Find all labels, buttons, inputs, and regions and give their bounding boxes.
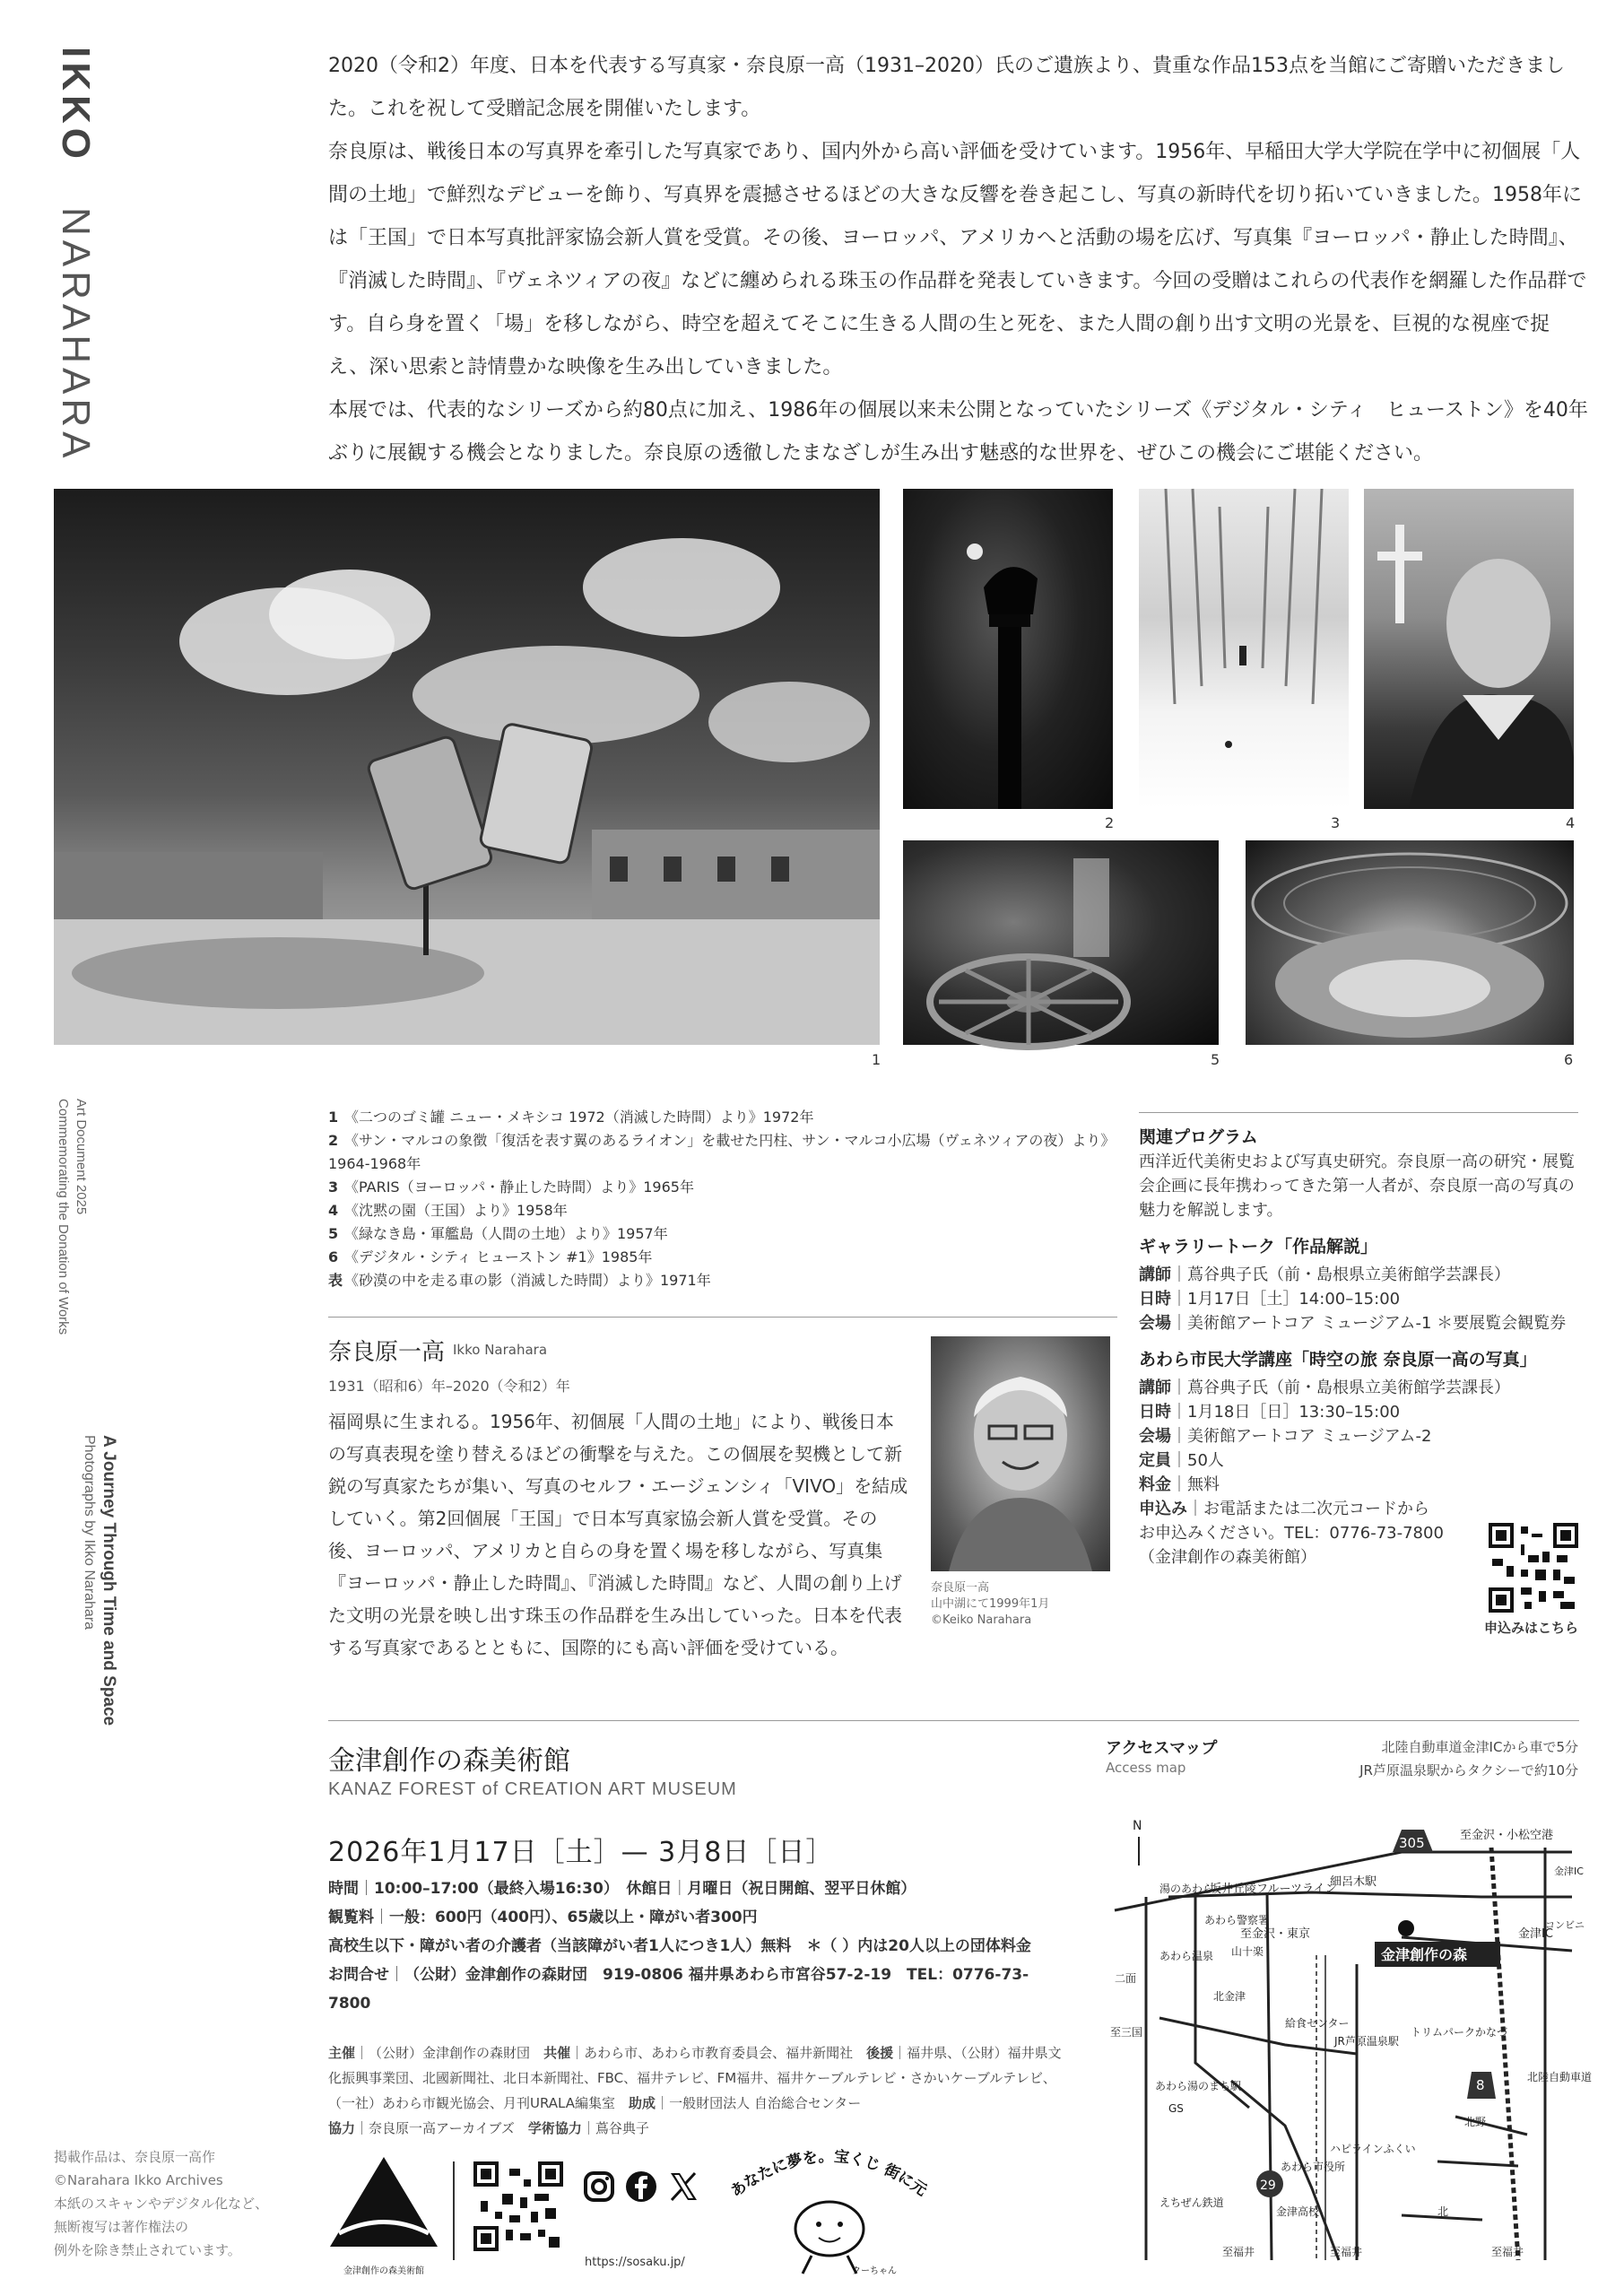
application-qr-code[interactable]	[1489, 1523, 1578, 1613]
lecture-title: あわら市民大学講座「時空の旅 奈良原一高の写真」	[1139, 1350, 1537, 1370]
svg-text:至金沢・東京: 至金沢・東京	[1240, 1927, 1311, 1941]
divider	[1139, 1112, 1578, 1113]
svg-text:あわら湯のまち駅: あわら湯のまち駅	[1155, 2080, 1242, 2092]
photo-captions	[328, 1106, 1117, 1292]
photo-3-snowy-avenue	[1139, 489, 1349, 809]
route-305-label: 305	[1399, 1835, 1425, 1851]
svg-text:あわら温泉: あわら温泉	[1159, 1950, 1214, 1962]
website-qr-code[interactable]	[473, 2161, 563, 2251]
exhibition-dates: 2026年1月17日［土］— 3月8日［日］	[328, 1837, 834, 1868]
photo-number-6: 6	[1564, 1051, 1574, 1068]
related-program: 関連プログラム 西洋近代美術史および写真史研究。奈良原一高の研究・展覧会企画に長年携わってきた第一人者が、奈良原一高の写真の魅力を解説します。 ギャラリートーク「作品解説」 講師｜蔦谷典子氏（前・島根県立美術館学芸課長） 日時｜1月17日［土］14:00–15:00 会場｜美術館アートコア ミュージアム-1 ＊要展覧会観覧券 あわら市民大学講座「時空の旅 奈良原一高の写真」 講師｜蔦谷典子氏（前・島根県立美術館学芸課長） 日時｜1月18日［日］13:30–15:00 会場｜美術館アートコア ミュージアム-2 定員｜50人 料金｜無料 申込み｜お電話または二次元コードから お申込みください。TEL：0776-73-7800 （金津創作の森美術館）	[1139, 1126, 1578, 1570]
caption-item: 表 《砂漠の中を走る車の影（消滅した時間）より》1971年	[328, 1272, 711, 1289]
route-8-label: 8	[1476, 2077, 1485, 2093]
intro-paragraph-1: 2020（令和2）年度、日本を代表する写真家・奈良原一高（1931–2020）氏のご遺族より、貴重な作品153点を当館にご寄贈いただきました。これを祝して受贈記念展を開催いたします。	[328, 55, 1565, 120]
divider	[328, 1720, 1579, 1721]
photo-number-5: 5	[1211, 1051, 1220, 1068]
bio-name-en: Ikko Narahara	[453, 1342, 548, 1358]
photo-5-wheel-tunnel	[903, 840, 1219, 1045]
svg-text:北: 北	[1437, 2205, 1449, 2218]
svg-text:ハピラインふくい: ハピラインふくい	[1330, 2143, 1416, 2155]
svg-text:あわら市役所: あわら市役所	[1281, 2161, 1346, 2173]
x-twitter-icon[interactable]	[667, 2170, 699, 2203]
photo-number-2: 2	[1105, 814, 1115, 831]
museum-location-marker	[1398, 1920, 1414, 1936]
photo-1-trash-cans	[54, 489, 880, 1045]
caption-item: 2 《サン・マルコの象徴「復活を表す翼のあるライオン」を載せた円柱、サン・マルコ小広場（ヴェネツィアの夜）より》1964-1968年	[328, 1132, 1116, 1172]
svg-text:至福井: 至福井	[1222, 2246, 1255, 2258]
route-29-label: 29	[1260, 2179, 1276, 2193]
photo-6-stadium	[1246, 840, 1574, 1045]
divider	[328, 1317, 1117, 1318]
museum-map-label: 金津創作の森	[1381, 1946, 1468, 1963]
intro-text	[328, 45, 1588, 475]
access-notes: 北陸自動車道金津ICから車で5分 JR芦原温泉駅からタクシーで約10分	[1359, 1739, 1578, 1779]
museum-name-en: KANAZ FOREST of CREATION ART MUSEUM	[328, 1779, 737, 1799]
svg-text:GS: GS	[1168, 2102, 1184, 2115]
svg-text:あなたに夢を。宝くじ 街に元気を。: あなたに夢を。宝くじ 街に元	[727, 2147, 931, 2201]
svg-text:細呂木駅: 細呂木駅	[1330, 1875, 1377, 1889]
svg-text:金津高校: 金津高校	[1276, 2205, 1320, 2218]
copyright-note: 掲載作品は、奈良原一高作 ©Narahara Ikko Archives 本紙のスキャンやデジタル化など、 無断複写は著作権法の 例外を除き禁止されています。	[54, 2149, 269, 2258]
museum-logo: 金津創作の森美術館	[330, 2157, 438, 2274]
svg-text:トリムパークかなづ: トリムパークかなづ	[1411, 2026, 1508, 2039]
museum-name: 金津創作の森美術館	[328, 1745, 570, 1777]
access-map-title: アクセスマップ	[1106, 1739, 1218, 1758]
intro-paragraph-3: 本展では、代表的なシリーズから約80点に加え、1986年の個展以来未公開となっていたシリーズ《デジタル・シティ ヒューストン》を40年ぶりに展観する機会となりました。奈良原の透徹したまなざしが生み出す魅惑的な世界を、ぜひこの機会にご堪能ください。	[328, 399, 1588, 465]
museum-info: 時間｜10:00–17:00（最終入場16:30） 休館日｜月曜日（祝日開館、翌平日休館） 観覧料｜一般：600円（400円）、65歳以上・障がい者300円 高校生以下・障がい者の介護者（当該障がい者1人につき1人）無料 ＊（ ）内は20人以上の団体料金 お問合せ｜（公財）金津創作の森財団 919-0806 福井県あわら市宮谷57-2-19 TEL：0776-73-7800	[328, 1880, 1031, 2013]
bio-name: 奈良原一高	[328, 1339, 446, 1366]
photo-4-monk	[1364, 489, 1574, 809]
caption-item: 3 《PARIS（ヨーロッパ・静止した時間）より》1965年	[328, 1178, 694, 1196]
artist-name-vertical: IKKO NARAHARA	[54, 47, 98, 463]
exhibition-title-vertical: A Journey Through Time and Space Photographs by Ikko Narahara	[82, 1435, 118, 1726]
program-desc: 西洋近代美術史および写真史研究。奈良原一高の研究・展覧会企画に長年携わってきた第一人者が、奈良原一高の写真の魅力を解説します。	[1139, 1152, 1575, 1220]
north-arrow-label: N	[1133, 1819, 1142, 1833]
svg-text:コンビニ: コンビニ	[1545, 1919, 1585, 1931]
photo-2-lion-column	[903, 489, 1113, 809]
credits: 主催｜（公財）金津創作の森財団 共催｜あわら市、あわら市教育委員会、福井新聞社 後援｜福井県、（公財）福井県文化振興事業団、北國新聞社、北日本新聞社、FBC、福井テレビ、FM福井、福井ケーブルテレビ・さかいケーブルテレビ、（一社）あわら市観光協会、月刊URALA編集室 助成｜一般財団法人 自治総合センター 協力｜奈良原一高アーカイブズ 学術協力｜蔦谷典子	[328, 2045, 1062, 2136]
svg-text:北陸自動車道: 北陸自動車道	[1527, 2071, 1593, 2083]
bio-text: 福岡県に生まれる。1956年、初個展「人間の土地」により、戦後日本の写真表現を塗り替えるほどの衝撃を与えた。この個展を契機として新鋭の写真家たちが集い、写真のセルフ・エージェンシィ「VIVO」を結成していく。第2回個展「王国」で日本写真家協会新人賞を受賞。その後、ヨーロッパ、アメリカと自らの身を置く場を移しながら、写真集『ヨーロッパ・静止した時間』、『消滅した時間』など、人間の創り上げた文明の光景を映し出す珠玉の作品群を生み出していった。日本を代表する写真家であるとともに、国際的にも高い評価を受けている。	[328, 1411, 908, 1658]
svg-text:えちぜん鉄道: えちぜん鉄道	[1159, 2196, 1224, 2209]
gallery-talk-title: ギャラリートーク「作品解説」	[1139, 1237, 1378, 1257]
photo-number-3: 3	[1331, 814, 1341, 831]
svg-text:給食センター: 給食センター	[1285, 2017, 1350, 2030]
svg-text:北野: 北野	[1464, 2116, 1487, 2128]
svg-text:坂井丘陵フルーツライン: 坂井丘陵フルーツライン	[1210, 1883, 1337, 1896]
bio-dates: 1931（昭和6）年–2020（令和2）年	[328, 1378, 570, 1395]
svg-text:金津IC: 金津IC	[1518, 1927, 1553, 1941]
svg-text:JR芦原温泉駅: JR芦原温泉駅	[1334, 2035, 1399, 2048]
caption-item: 6 《デジタル・シティ ヒューストン #1》1985年	[328, 1248, 653, 1265]
takarakuji-mark	[717, 2135, 942, 2278]
svg-text:金津IC: 金津IC	[1554, 1866, 1584, 1877]
portrait-photo	[931, 1336, 1110, 1571]
svg-text:至福井: 至福井	[1330, 2246, 1363, 2258]
art-document-label: Art Document 2025 Commemorating the Donation of Works	[56, 1099, 89, 1335]
photo-number-1: 1	[872, 1051, 881, 1068]
svg-text:至福井: 至福井	[1491, 2246, 1524, 2258]
svg-text:二面: 二面	[1115, 1972, 1137, 1985]
svg-text:至金沢・小松空港: 至金沢・小松空港	[1460, 1829, 1554, 1842]
caption-item: 5 《緑なき島・軍艦島（人間の土地）より》1957年	[328, 1225, 668, 1242]
svg-text:至三国: 至三国	[1110, 2026, 1143, 2039]
intro-paragraph-2: 奈良原は、戦後日本の写真界を牽引した写真家であり、国内外から高い評価を受けています。1956年、早稲田大学大学院在学中に初個展「人間の土地」で鮮烈なデビューを飾り、写真界を震撼させるほどの大きな反響を巻き起こし、写真の新時代を切り拓いていきました。1958年には「王国」で日本写真批評家協会新人賞を受賞。その後、ヨーロッパ、アメリカへと活動の場を広げ、写真集『ヨーロッパ・静止した時間』、『消滅した時間』、『ヴェネツィアの夜』などに纏められる珠玉の作品群を発表していきます。今回の受贈はこれらの代表作を網羅した作品群です。自ら身を置く「場」を移しながら、時空を超えてそこに生きる人間の生と死を、また人間の創り出す文明の光景を、巨視的な視座で捉え、深い思索と詩情豊かな映像を生み出していきました。	[328, 141, 1587, 378]
facebook-icon[interactable]	[625, 2170, 657, 2203]
footer-separator	[453, 2161, 455, 2260]
svg-text:クーちゃん: クーちゃん	[852, 2266, 897, 2276]
instagram-icon[interactable]	[583, 2170, 615, 2203]
svg-text:湯のあわら: 湯のあわら	[1159, 1883, 1214, 1895]
svg-text:あわら警察署: あわら警察署	[1204, 1914, 1270, 1926]
website-url[interactable]: https://sosaku.jp/	[585, 2256, 685, 2269]
photo-number-4: 4	[1566, 814, 1576, 831]
program-heading: 関連プログラム	[1139, 1127, 1258, 1147]
access-map-title-en: Access map	[1106, 1760, 1186, 1776]
access-map	[1106, 1812, 1593, 2269]
svg-text:山十楽: 山十楽	[1231, 1945, 1264, 1958]
portrait-caption: 奈良原一高 山中湖にて1999年1月 ©Keiko Narahara	[931, 1581, 1050, 1627]
svg-text:北金津: 北金津	[1213, 1990, 1246, 2003]
qr-caption: 申込みはこちら	[1484, 1620, 1579, 1636]
caption-item: 1 《二つのゴミ罐 ニュー・メキシコ 1972（消滅した時間）より》1972年	[328, 1109, 814, 1126]
caption-item: 4 《沈黙の園（王国）より》1958年	[328, 1202, 568, 1219]
